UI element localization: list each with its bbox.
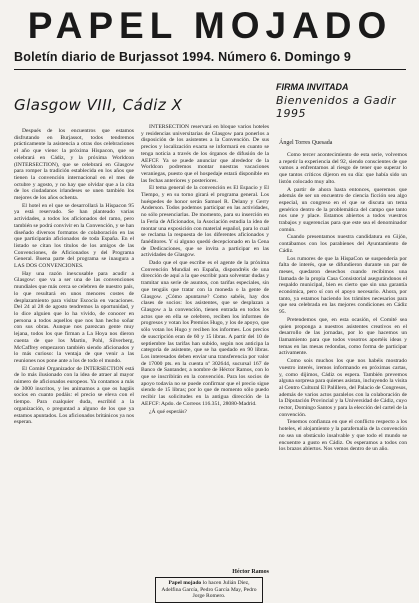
main-article-column-1 <box>14 128 134 590</box>
article-paragraph: ¿Á qué esperáis? <box>149 408 187 415</box>
newspaper-masthead: PAPEL MOJADO <box>27 5 393 46</box>
article-paragraph: A partir de ahora hasta entonces, queremos que además de ser un encuentro de ciencia ficción sea algo especial, un congreso en el que se discuta un tema genérico dentro de la problemática del campo que tanto nos une y place. Estamos abiertos a todos vuestros trabajos y sugerencias para que este sea el denominador común. <box>279 186 407 233</box>
article-paragraph: El Comité Organizador de INTERSECTION está de lo más ilusionado con la idea de atraer al mayor número de aficionados europeos. Ya contamos a más de 3000 inscritos, y les animamos a que os hagáis socios en cuanto podáis: el precio se eleva con el tiempo. Para cualquier duda, escribid a la organización, o preguntad a alguno de los que ya estamos apuntados. Los aficionados británicos ya nos esperan. <box>14 365 134 426</box>
article-paragraph: Tenemos confianza en que el conflicto respecto a los hoteles, el alojamiento y la parafernalia de la convención no sea un obstáculo insalvable y que todo el mundo se encuentre a gusto en Cádiz. Os esperamos a todos con los brazos abiertos. Nos vemos dentro de un año. <box>279 419 407 453</box>
top-rule <box>14 69 406 70</box>
guest-article-title: Bienvenidos a Gadir 1995 <box>276 94 397 120</box>
main-article-author: Héctor Ramos <box>232 569 269 575</box>
article-paragraph: El tema general de la convención es El Espacio y El Tiempo, y en su torno girará el programa general. Los huéspedes de honor serán Samuel R. Delany y Gerry Anderson. Todos podemos participar en las actividades, no sólo presenciarlas. De momento, para su inserción en la Feria de Aficionados, la Asociación estudia la idea de montar una exposición con material español, para lo cual se reclama la respuesta de los diferentes aficionados y fanéditores. Y si alguno quedó decepcionado en la Cena de Dedicaciones, que se invita a participar en las actividades de Glasgow. <box>141 185 269 259</box>
newspaper-subtitle: Boletín diario de Burjassot 1994. Número 6. Domingo 9 <box>14 50 352 64</box>
article-paragraph: El hotel en el que se desarrollará la Hispacon 95 ya está reservado. Se han planteado varias actividades, a todos los aficionados del ramo, pero también se podrá convivir en la Convención, y se han diseñado diversos formatos de colaboración en las que participarán aficionados de toda España. En el listado se citan los títulos de los amigos de las Convenciones, de Aficionados y del Programa General. Buena parte del programa se inaugura a LAS DOS CONVENCIONES. <box>14 202 134 270</box>
main-article-column-2 <box>141 124 269 570</box>
guest-author: Ángel Torres Quesada <box>279 140 333 146</box>
article-paragraph: Cuando presentamos nuestra candidatura en Gijón, contábamos con los parabienes del Ayuntamiento de Cádiz. <box>279 234 407 254</box>
guest-label: FIRMA INVITADA <box>276 82 349 92</box>
article-paragraph: Hay una razón inexcusable para acudir a Glasgow: que va a ser una de las convenciones mundiales que más cerca se celebren de nuestro país, lo que resultará en unos menores costes de desplazamiento para visitar Escocia en vacaciones. Del 24 al 28 de agosto tendremos la oportunidad, y lo dice alguien que lo ha vivido, de conocer en persona a todos aquellos que nos han hecho soñar con sus obras. Aunque nos parezcan gente muy lejana, todos los que firman a La Hoya nos dieron cuenta de que los Martin, Pohl, Silverberg, McCaffrey empezaron también siendo aficionados y lo más curioso: la ventaja de que venir a las reuniones nos pone ante a los de todo el mundo. <box>14 270 134 364</box>
article-paragraph: Pretendemos que, en esta ocasión, el Comité sea quien proponga a nuestros asistentes creativos en el desarrollo de las jornadas, por lo que hacemos un llamamiento para que todos vosotros aportéis ideas y temas en las mesas redondas, como forma de participar activamente. <box>279 316 407 357</box>
guest-article-column <box>279 152 407 588</box>
article-paragraph: Después de los encuentros que estamos disfrutando en Burjassot, todos tendremos prácticamente la asistencia a otras dos celebraciones el año que viene: la próxima Hispacon, que se celebrará en Cádiz, y la próxima Worldcon (INTERSECTION), que se celebrará en Glasgow para romper la tradición establecida en los años que tienen la convención internacional en el mes de octubre y agosto, y no hay que olvidar que a la cita de los ciudadanos irlandeses se unen también los mejores de los años ochenta. <box>14 128 134 202</box>
article-paragraph: Como sois muchos los que nos habéis mostrado vuestro interés, iremos informando en próximas cartas, y, como dijimos, Cádiz os espera. También prevemos alguna sorpresa para quienes asistan, incluyendo la visita al Centro Cultural El Palillero, del Palacio de Congresos, además de varios actos paralelos con la colaboración de la Diputación Provincial y la Universidad de Cádiz, cuyo rector, Domingo Santos y para la elección del cartel de la convención. <box>279 358 407 418</box>
credits-box <box>155 577 263 603</box>
main-article-title: Glasgow VIII, Cádiz X <box>14 96 183 114</box>
article-paragraph: Dado que el que escribe es el agente de la próxima Convención Mundial en España, dispondréis de una dirección de aquí a la que escribir para solventar dudas y tramitar una serie de asuntos, con tarifas especiales, sin que tengáis que tratar con la moneda o la gente de Glasgow. ¿Cómo apuntarse? Como sabéis, hay dos clases de socios: los asistentes, que se desplazan a Glasgow a la convención, tienen entrada en todos los actos que en ella se celebren, reciben los informes de progresos y votan los Premios Hugo, y los de apoyo, que sólo votan los Hugo y reciben los informes. Los precios de suscripción eran de 60 y 15 libras. A partir del 10 de septiembre las tarifas han subido, según nos anticipa la categoría de asistente, que se ha quedado en 90 libras. Los interesados deben enviar una transferencia por valor de 17000 pts. en la cuenta nº 302644, sucursal 167 de Banco de Santander, a nombre de Héctor Ramos, con lo que se inscribirán en la convención. Para los socios de apoyo todavía no se puede confirmar que el precio sigue siendo de 15 libras; por lo que de momento sólo puedo recibir las solicitudes en la antigua dirección de la AEFCF: Apdo. de Correos 116.351, 28080-Madrid. <box>141 260 269 407</box>
article-paragraph: Los rumores de que la HispaCon se suspendería por falta de interés, que se difundieron durante un par de meses, quedaron desechos cuando recibimos una llamada de la propia Casa Consistorial asegurándonos el respaldo municipal, bien es cierto que sin una garantía económica, pero sí con el apoyo necesario. Ahora, por tanto, ya estamos haciendo los trámites necesarios para que sea celebrada en las mejores condiciones en Cádiz 95. <box>279 255 407 316</box>
article-paragraph: Como tercer acontecimiento de esta serie, volvemos a repetir la experiencia del 92, siendo conscientes de que vamos a enfrentarnos al riesgo de tener que superar lo que tantos críticos dijeron en su día: que había sido un listón colocado muy alto. <box>279 152 407 185</box>
article-paragraph: INTERSECTION reservará en bloque varios hoteles y residencias universitarias de Glasgow para ponerlos a disposición de los asistentes a la Convención. De sus precios y localización exacta se informará en cuanto se tenga noticia a través de los órganos de difusión de la AEFCF. Ya se puede anunciar que alrededor de la Worldcon podremos montar nuestras vacaciones veraniegas, puesto que el hospedaje estará disponible en las fechas anteriores y posteriores. <box>141 124 269 184</box>
credits-text: lo hacen Julián Díez, Adelfina García, Pedro García May, Pedro Jorge Romero. <box>161 580 257 600</box>
credits-title: Papel mojado <box>168 580 202 586</box>
